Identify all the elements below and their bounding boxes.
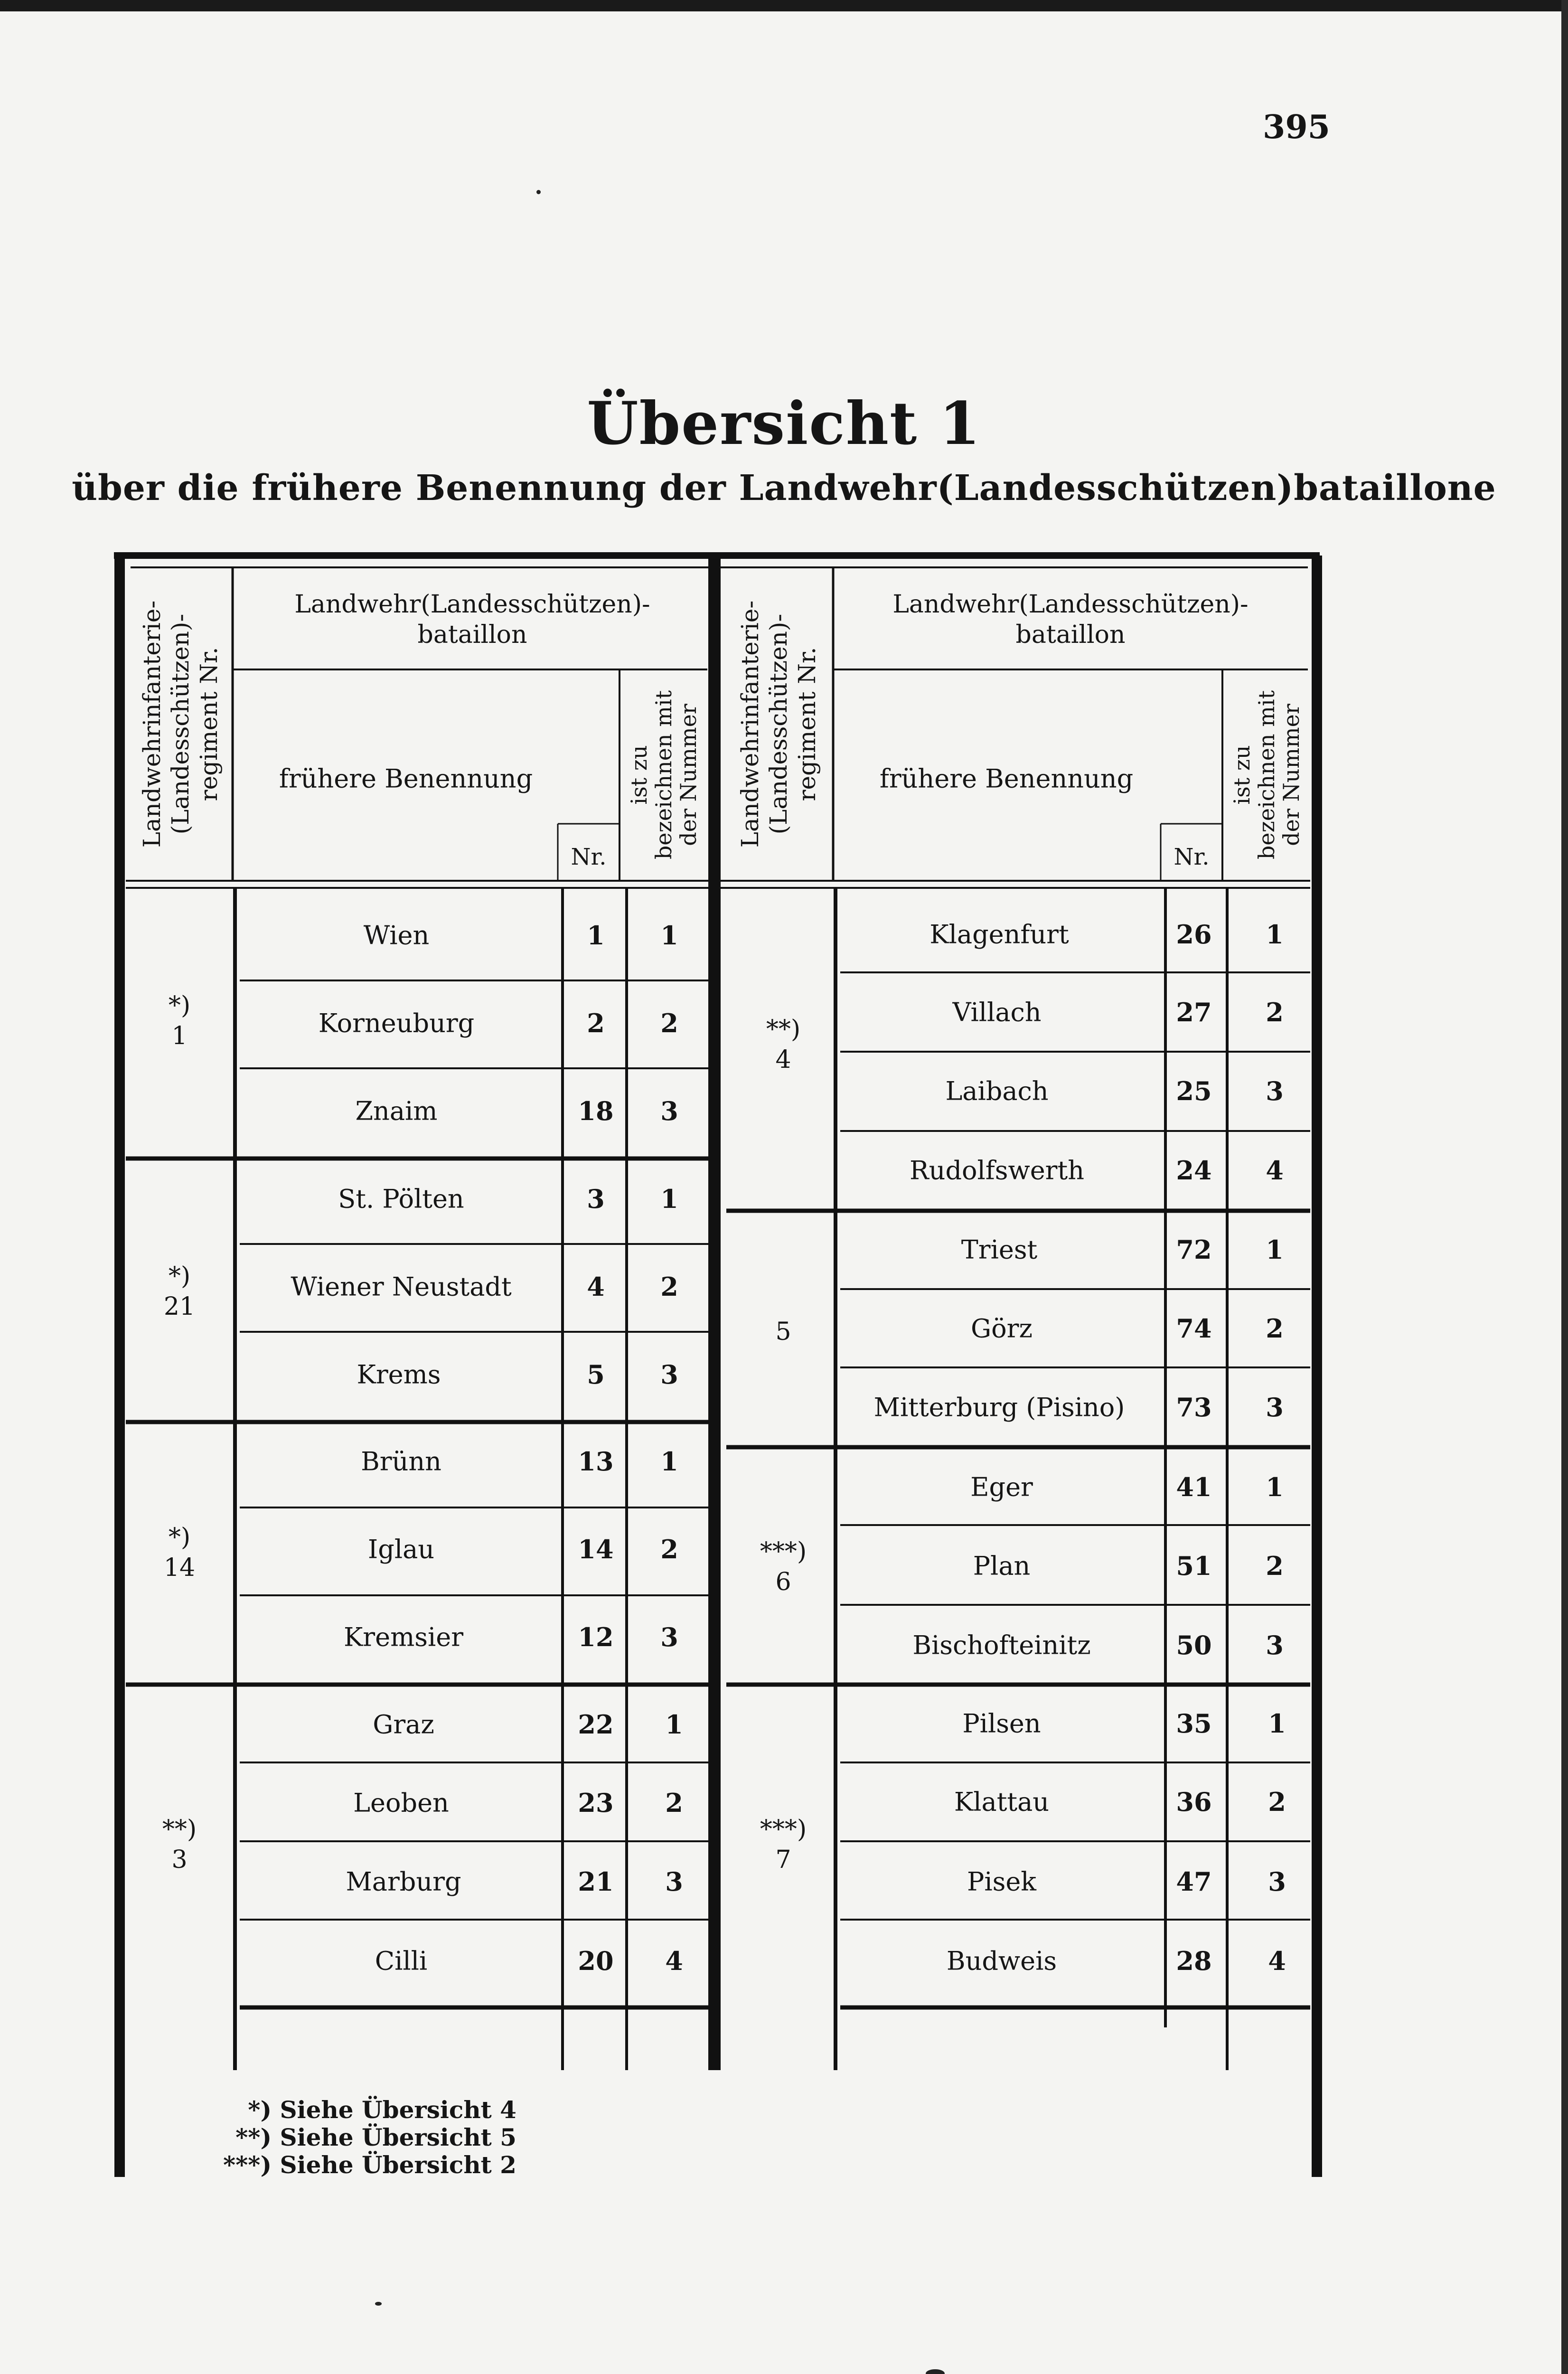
- header-former-name-right: frühere Benennung: [879, 763, 1134, 794]
- footnote: ***) Siehe Übersicht 2: [223, 2151, 516, 2179]
- header-nr-left: Nr.: [571, 844, 607, 870]
- regiment-label-7: ***) 7: [760, 1815, 807, 1874]
- regiment-label-3: **) 3: [162, 1815, 197, 1874]
- page-title: Übersicht 1: [587, 389, 981, 458]
- scan-speck: [375, 2302, 382, 2306]
- footnote: *) Siehe Übersicht 4: [248, 2096, 516, 2124]
- scan-speck: [536, 190, 541, 194]
- regiment-label-1: *) 1: [168, 991, 191, 1050]
- regiment-label-5: 5: [775, 1318, 791, 1346]
- footnote: **) Siehe Übersicht 5: [235, 2123, 516, 2151]
- regiment-label-21: *) 21: [163, 1262, 196, 1321]
- page-subtitle: über die frühere Benennung der Landwehr(Landesschützen)bataillone: [72, 468, 1496, 509]
- regiment-label-6: ***) 6: [760, 1537, 807, 1596]
- regiment-label-4: **) 4: [766, 1015, 801, 1074]
- header-battalion-left: Landwehr(Landesschützen)- bataillon: [294, 590, 650, 649]
- footnotes: [223, 2096, 516, 2179]
- regiment-label-14: *) 14: [163, 1523, 196, 1582]
- header-nr-right: Nr.: [1174, 844, 1210, 870]
- header-battalion-right: Landwehr(Landesschützen)- bataillon: [892, 590, 1249, 649]
- page-number: 395: [1263, 108, 1330, 146]
- header-former-name-left: frühere Benennung: [279, 763, 533, 794]
